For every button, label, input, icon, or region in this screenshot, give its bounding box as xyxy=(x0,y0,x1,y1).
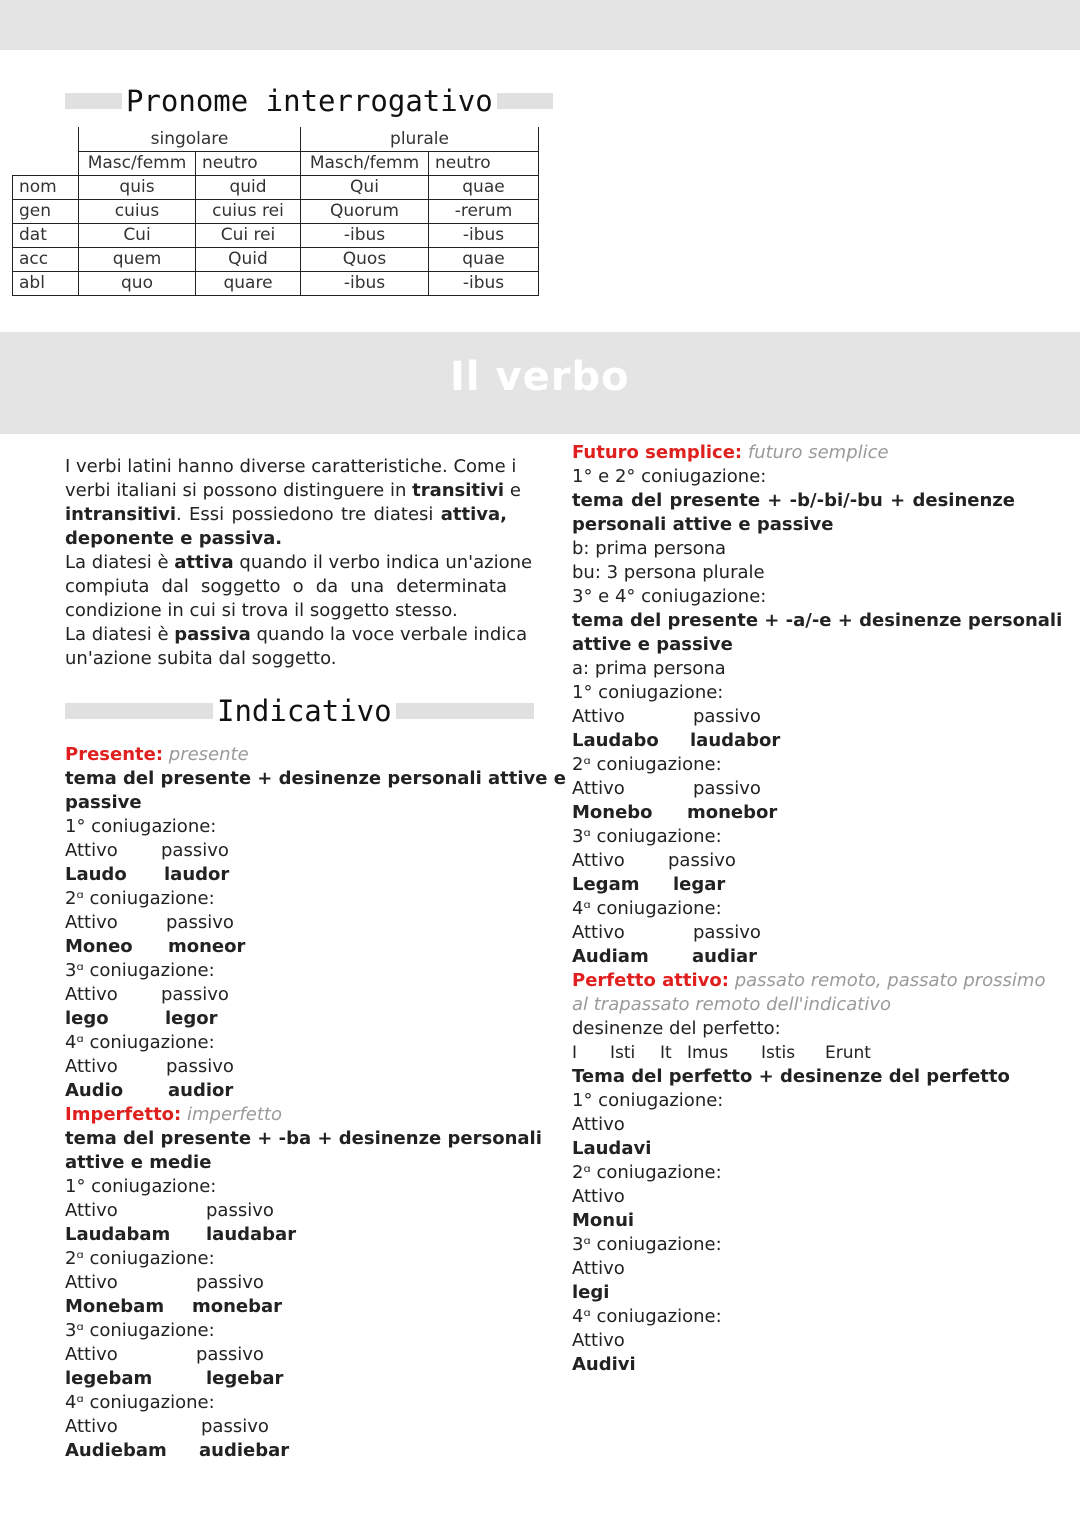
table-cell: quis xyxy=(79,175,196,199)
table-header-row-2 xyxy=(13,151,539,175)
table-cell: -ibus xyxy=(301,223,429,247)
verb-forms: Laudo laudor xyxy=(65,864,230,885)
imperfetto-heading: Imperfetto: imperfetto xyxy=(65,1104,282,1125)
presente-heading: Presente: presente xyxy=(65,744,249,765)
header-masch-femm: Masch/femm xyxy=(301,151,429,175)
voice-label: Attivo xyxy=(572,1114,625,1135)
header-neutro: neutro xyxy=(196,151,301,175)
table-cell: Qui xyxy=(301,175,429,199)
case-label: gen xyxy=(13,199,79,223)
futuro-note: bu: 3 persona plurale xyxy=(572,562,765,583)
voice-labels: Attivo passivo xyxy=(572,778,761,799)
verb-forms: Audiebam audiebar xyxy=(65,1440,290,1461)
table-row xyxy=(13,271,539,295)
conjugation-label: 1° coniugazione: xyxy=(572,682,724,703)
table-cell: -rerum xyxy=(429,199,539,223)
header-neutro-plural: neutro xyxy=(429,151,539,175)
futuro-rule: personali attive e passive xyxy=(572,514,834,535)
title-bar-left xyxy=(65,93,122,109)
header-masc-femm: Masc/femm xyxy=(79,151,196,175)
voice-labels: Attivo passivo xyxy=(572,850,736,871)
conjugation-label: 2ᵅ coniugazione: xyxy=(65,1248,215,1269)
intro-line: intransitivi. Essi possiedono tre diatesi attiva, xyxy=(65,504,507,525)
left-column xyxy=(65,455,533,671)
table-cell: -ibus xyxy=(301,271,429,295)
perfetto-endings: I Isti It Imus Istis Erunt xyxy=(572,1043,871,1063)
title-bar-right xyxy=(396,703,534,719)
conjugation-label: 3° e 4° coniugazione: xyxy=(572,586,767,607)
header-singular: singolare xyxy=(79,127,301,151)
header-plural: plurale xyxy=(301,127,539,151)
conjugation-label: 4ᵅ coniugazione: xyxy=(572,898,722,919)
verb-form: Audivi xyxy=(572,1354,636,1375)
verb-forms: Audiam audiar xyxy=(572,946,758,967)
table-row xyxy=(13,223,539,247)
conjugation-label: 3ᵅ coniugazione: xyxy=(65,960,215,981)
table-row xyxy=(13,247,539,271)
conjugation-label: 1° coniugazione: xyxy=(65,1176,217,1197)
conjugation-label: 2ᵅ coniugazione: xyxy=(572,1162,722,1183)
conjugation-label: 2ᵅ coniugazione: xyxy=(65,888,215,909)
presente-rule: passive xyxy=(65,792,142,813)
table-cell: Quorum xyxy=(301,199,429,223)
conjugation-label: 4ᵅ coniugazione: xyxy=(65,1032,215,1053)
right-column xyxy=(572,441,1063,1377)
futuro-rule: tema del presente + -a/-e + desinenze personali xyxy=(572,610,1063,631)
table-cell: cuius xyxy=(79,199,196,223)
table-cell: quid xyxy=(196,175,301,199)
table-cell: -ibus xyxy=(429,271,539,295)
table-cell: quae xyxy=(429,247,539,271)
perfetto-gloss: al trapassato remoto dell'indicativo xyxy=(572,994,892,1015)
futuro-rule: tema del presente + -b/-bi/-bu + desinenze xyxy=(572,490,1015,511)
verb-forms: Audio audior xyxy=(65,1080,234,1101)
table-cell: Cui xyxy=(79,223,196,247)
verb-form: Monui xyxy=(572,1210,635,1231)
table-cell: quae xyxy=(429,175,539,199)
voice-label: Attivo xyxy=(572,1330,625,1351)
indicativo-title-row xyxy=(65,694,534,728)
voice-label: Attivo xyxy=(572,1186,625,1207)
verb-forms: legebam legebar xyxy=(65,1368,284,1389)
pronoun-title: Pronome interrogativo xyxy=(126,84,493,118)
verb-forms: Monebo monebor xyxy=(572,802,778,823)
verb-forms: Laudabam laudabar xyxy=(65,1224,297,1245)
perfetto-desinenze-label: desinenze del perfetto: xyxy=(572,1018,781,1039)
voice-labels: Attivo passivo xyxy=(65,1056,234,1077)
case-label: abl xyxy=(13,271,79,295)
table-cell: Quos xyxy=(301,247,429,271)
futuro-note: a: prima persona xyxy=(572,658,726,679)
table-cell: cuius rei xyxy=(196,199,301,223)
conjugation-label: 1° coniugazione: xyxy=(65,816,217,837)
intro-line: I verbi latini hanno diverse caratteristiche. Come i xyxy=(65,456,517,477)
case-label: acc xyxy=(13,247,79,271)
verb-forms: Monebam monebar xyxy=(65,1296,283,1317)
conjugation-label: 3ᵅ coniugazione: xyxy=(572,826,722,847)
conjugation-label: 3ᵅ coniugazione: xyxy=(572,1234,722,1255)
presente-rule: tema del presente + desinenze personali attive e xyxy=(65,768,566,789)
imperfetto-rule: tema del presente + -ba + desinenze personali xyxy=(65,1128,542,1149)
intro-line: La diatesi è attiva quando il verbo indica un'azione xyxy=(65,552,533,573)
conjugation-label: 3ᵅ coniugazione: xyxy=(65,1320,215,1341)
imperfetto-rule: attive e medie xyxy=(65,1152,212,1173)
voice-labels: Attivo passivo xyxy=(572,706,761,727)
table-cell: quo xyxy=(79,271,196,295)
table-cell: quare xyxy=(196,271,301,295)
voice-labels: Attivo passivo xyxy=(65,912,234,933)
intro-line: deponente e passiva. xyxy=(65,528,283,549)
intro-line: un'azione subita dal soggetto. xyxy=(65,648,337,669)
intro-line: verbi italiani si possono distinguere in transitivi e xyxy=(65,480,521,501)
table-header-row-1 xyxy=(13,127,539,151)
futuro-note: b: prima persona xyxy=(572,538,727,559)
voice-labels: Attivo passivo xyxy=(65,984,229,1005)
verb-form: Laudavi xyxy=(572,1138,652,1159)
title-bar-left xyxy=(65,703,213,719)
top-gray-band xyxy=(0,0,1080,50)
intro-line: compiuta dal soggetto o da una determinata xyxy=(65,576,507,597)
verb-form: legi xyxy=(572,1282,610,1303)
voice-labels: Attivo passivo xyxy=(65,1344,264,1365)
verb-forms: Laudabo laudabor xyxy=(572,730,781,751)
voice-labels: Attivo passivo xyxy=(65,1272,264,1293)
table-row xyxy=(13,175,539,199)
table-cell: -ibus xyxy=(429,223,539,247)
verb-forms: Moneo moneor xyxy=(65,936,246,957)
voice-labels: Attivo passivo xyxy=(65,1200,274,1221)
conjugation-label: 4ᵅ coniugazione: xyxy=(65,1392,215,1413)
case-label: nom xyxy=(13,175,79,199)
table-cell: Quid xyxy=(196,247,301,271)
table-cell: quem xyxy=(79,247,196,271)
voice-label: Attivo xyxy=(572,1258,625,1279)
verb-forms: Legam legar xyxy=(572,874,726,895)
table-row xyxy=(13,199,539,223)
futuro-rule: attive e passive xyxy=(572,634,733,655)
title-bar-right xyxy=(497,93,553,109)
perfetto-rule: Tema del perfetto + desinenze del perfetto xyxy=(572,1066,1010,1087)
case-label: dat xyxy=(13,223,79,247)
indicativo-title: Indicativo xyxy=(217,694,392,728)
conjugation-label: 1° coniugazione: xyxy=(572,1090,724,1111)
verb-title: Il verbo xyxy=(450,354,630,400)
voice-labels: Attivo passivo xyxy=(65,840,229,861)
perfetto-heading: Perfetto attivo: passato remoto, passato prossimo xyxy=(572,970,1046,991)
intro-line: condizione in cui si trova il soggetto stesso. xyxy=(65,600,458,621)
intro-line: La diatesi è passiva quando la voce verbale indica xyxy=(65,624,528,645)
voice-labels: Attivo passivo xyxy=(65,1416,269,1437)
pronoun-title-row xyxy=(65,84,553,118)
conjugation-label: 4ᵅ coniugazione: xyxy=(572,1306,722,1327)
futuro-heading: Futuro semplice: futuro semplice xyxy=(572,442,889,463)
pronoun-table xyxy=(12,127,539,296)
table-cell: Cui rei xyxy=(196,223,301,247)
left-column-indicativo xyxy=(65,743,566,1463)
conjugation-label: 1° e 2° coniugazione: xyxy=(572,466,767,487)
voice-labels: Attivo passivo xyxy=(572,922,761,943)
verb-forms: lego legor xyxy=(65,1008,218,1029)
conjugation-label: 2ᵅ coniugazione: xyxy=(572,754,722,775)
